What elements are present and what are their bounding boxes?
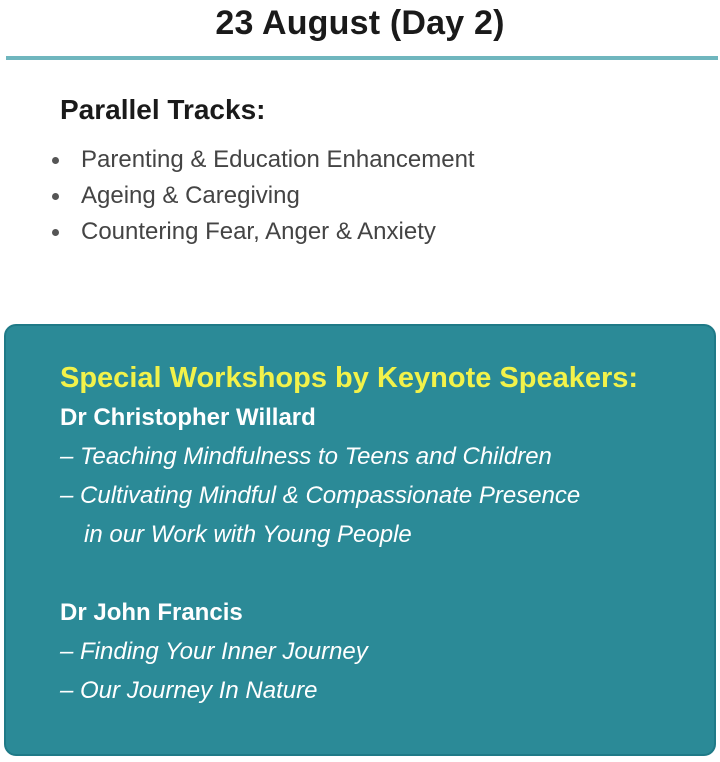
session-title: – Teaching Mindfulness to Teens and Children (60, 443, 552, 470)
list-item (48, 214, 475, 250)
bullet-icon (52, 229, 59, 236)
parallel-tracks-list (48, 142, 475, 250)
session-title: – Our Journey In Nature (60, 677, 318, 704)
track-label: Ageing & Caregiving (81, 182, 300, 209)
bullet-icon (52, 157, 59, 164)
session-title: – Finding Your Inner Journey (60, 638, 368, 665)
parallel-tracks-heading: Parallel Tracks: (60, 94, 266, 125)
workshops-heading: Special Workshops by Keynote Speakers: (60, 362, 639, 394)
title-divider (6, 56, 718, 60)
list-item (48, 178, 475, 214)
track-label: Parenting & Education Enhancement (81, 146, 475, 173)
session-title: – Cultivating Mindful & Compassionate Presence (60, 482, 581, 509)
bullet-icon (52, 193, 59, 200)
track-label: Countering Fear, Anger & Anxiety (81, 218, 436, 245)
speaker-name-francis: Dr John Francis (60, 599, 243, 626)
workshops-panel (4, 324, 716, 756)
day-title: 23 August (Day 2) (215, 4, 505, 42)
session-title-continuation: in our Work with Young People (84, 521, 412, 548)
list-item (48, 142, 475, 178)
speaker-name-willard: Dr Christopher Willard (60, 404, 316, 431)
